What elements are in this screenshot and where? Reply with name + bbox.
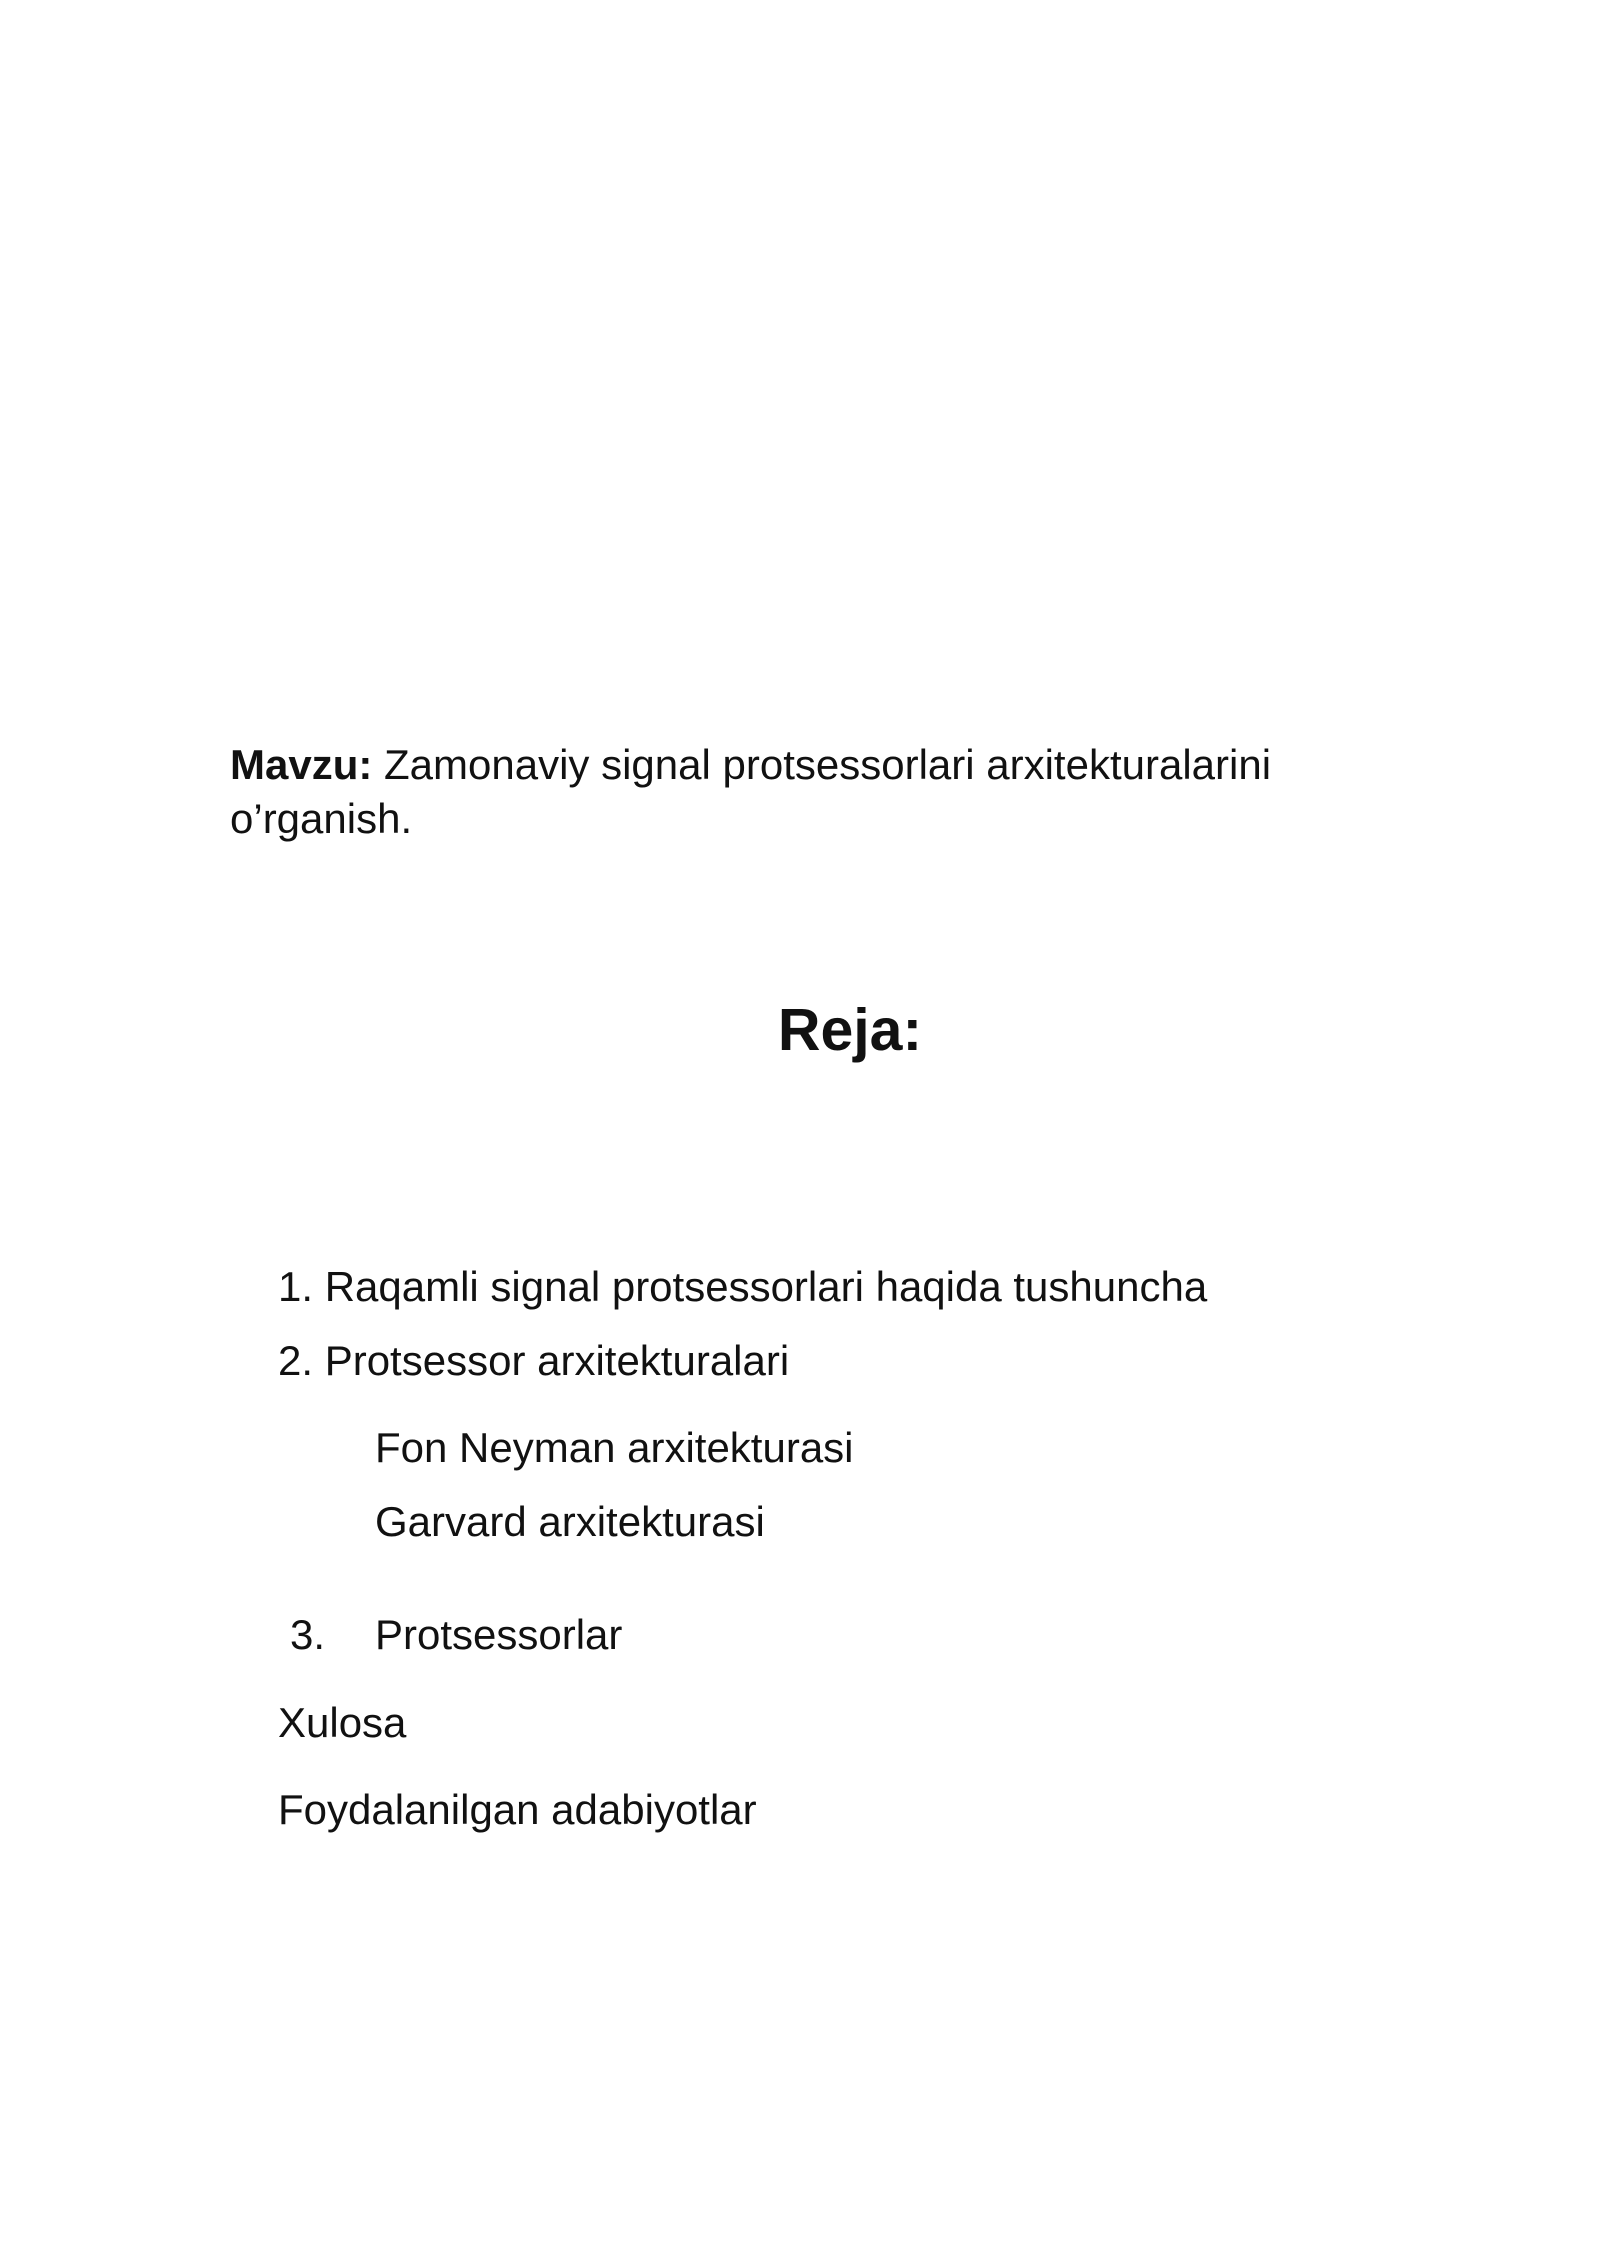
topic-line (230, 738, 1350, 846)
plan-item-text: Protsessor arxitekturalari (324, 1337, 790, 1384)
plan-item-references (278, 1784, 757, 1836)
plan-item-number: 3. (290, 1611, 326, 1658)
plan-item-text: Foydalanilgan adabiyotlar (278, 1786, 757, 1833)
plan-subitem-garvard (375, 1496, 765, 1548)
plan-subitem-fon-neyman (375, 1422, 854, 1474)
plan-item-text: Raqamli signal protsessorlari haqida tushuncha (324, 1263, 1208, 1310)
plan-item-3 (290, 1609, 622, 1661)
plan-subitem-text: Garvard arxitekturasi (375, 1498, 765, 1545)
plan-item-2 (278, 1335, 789, 1387)
plan-item-number: 2. (278, 1337, 314, 1384)
plan-heading: Reja: (777, 997, 923, 1063)
plan-item-text: Protsessorlar (375, 1611, 623, 1658)
plan-item-conclusion (278, 1697, 406, 1749)
plan-subitem-text: Fon Neyman arxitekturasi (375, 1424, 854, 1471)
plan-item-number: 1. (278, 1263, 314, 1310)
plan-item-1 (278, 1261, 1207, 1313)
topic-text: Zamonaviy signal protsessorlari arxitekturalarini o’rganish. (230, 741, 1272, 842)
plan-item-text: Xulosa (278, 1699, 407, 1746)
topic-label: Mavzu: (230, 741, 373, 788)
